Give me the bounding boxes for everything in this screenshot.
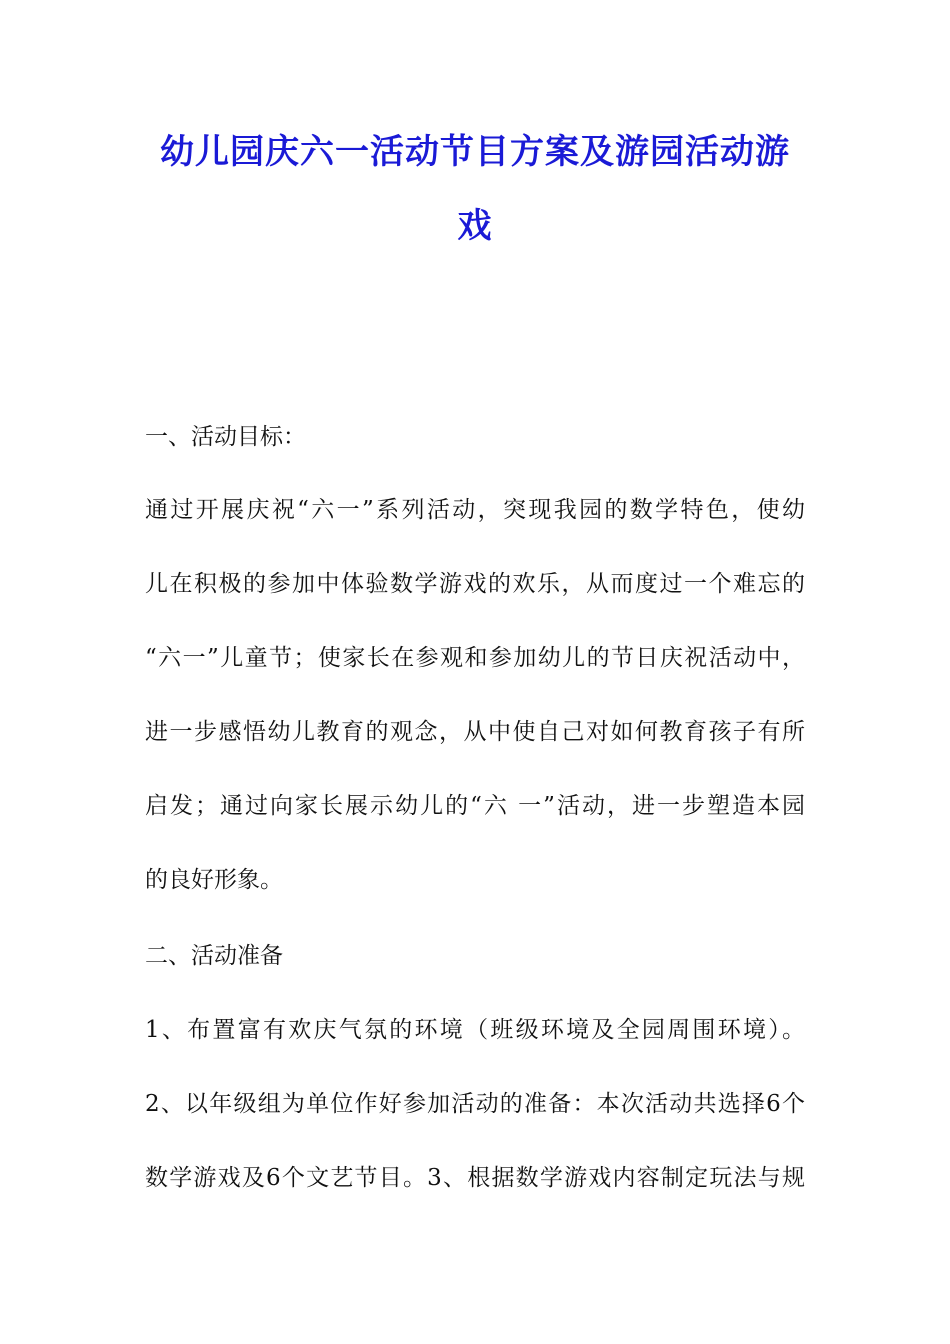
section-heading-preparation: 二、活动准备 — [145, 943, 283, 969]
document-title-line-1: 幼儿园庆六一活动节目方案及游园活动游 — [160, 132, 790, 172]
paragraph-line: 2、以年级组为单位作好参加活动的准备：本次活动共选择6个 — [145, 1091, 805, 1117]
paragraph-line: “六一”儿童节；使家长在参观和参加幼儿的节日庆祝活动中， — [145, 645, 805, 671]
paragraph-line: 数学游戏及6个文艺节目。3、根据数学游戏内容制定玩法与规 — [145, 1165, 805, 1191]
document-title-line-2: 戏 — [457, 206, 493, 246]
paragraph-line: 进一步感悟幼儿教育的观念，从中使自己对如何教育孩子有所 — [145, 719, 805, 745]
paragraph-line: 儿在积极的参加中体验数学游戏的欢乐，从而度过一个难忘的 — [145, 571, 805, 597]
paragraph-line: 1、布置富有欢庆气氛的环境（班级环境及全园周围环境）。 — [145, 1017, 805, 1043]
paragraph-line: 启发；通过向家长展示幼儿的“六 一”活动，进一步塑造本园 — [145, 793, 805, 819]
paragraph-line: 的良好形象。 — [145, 867, 283, 893]
section-heading-goals: 一、活动目标： — [145, 424, 306, 450]
paragraph-line: 通过开展庆祝“六一”系列活动，突现我园的数学特色，使幼 — [145, 497, 805, 523]
